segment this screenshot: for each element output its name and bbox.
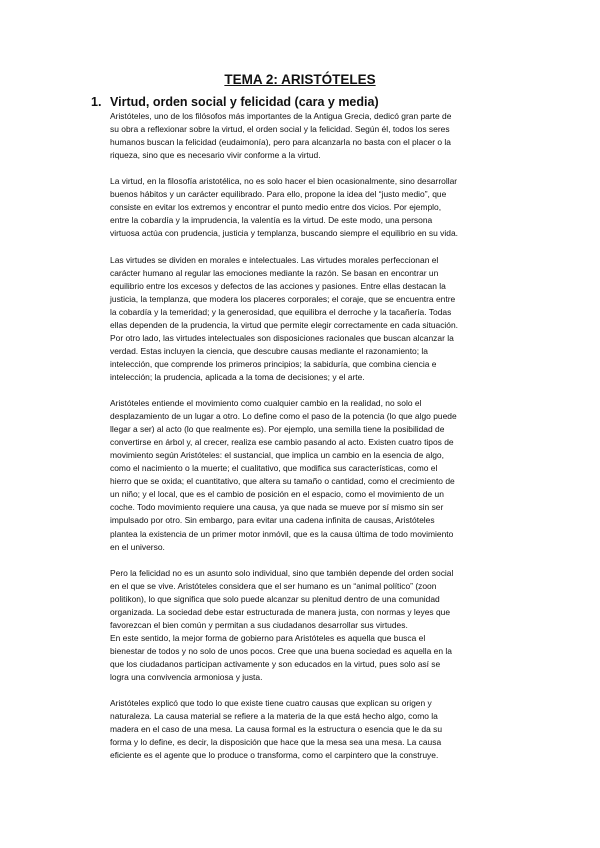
text-line: intelección, que comprende los primeros principios; la sabiduría, que combina ciencia e	[110, 358, 437, 369]
text-line: Aristóteles explicó que todo lo que existe tiene cuatro causas que explican su origen y	[110, 698, 432, 709]
paragraph	[110, 254, 520, 384]
document-body	[110, 110, 520, 775]
text-line: virtuosa actúa con prudencia, justicia y templanza, buscando siempre el equilibrio en su vida.	[110, 228, 459, 239]
text-line: plantea la existencia de un primer motor inmóvil, que es la causa última de todo movimiento	[110, 528, 454, 539]
text-line: verdad. Estas incluyen la ciencia, que descubre causas mediante el razonamiento; la	[110, 345, 428, 356]
text-line: Aristóteles entiende el movimiento como cualquier cambio en la realidad, no solo el	[110, 398, 422, 409]
text-line: coche. Todo movimiento requiere una causa, ya que nada se mueve por sí mismo sin ser	[110, 502, 444, 513]
text-line: intelección; la prudencia, aplicada a la toma de decisiones; y el arte.	[110, 371, 365, 382]
text-line: impulsado por otro. Sin embargo, para evitar una cadena infinita de causas, Aristóteles	[110, 515, 435, 526]
page-title: TEMA 2: ARISTÓTELES	[224, 72, 376, 87]
paragraph	[110, 697, 520, 762]
text-line: entre la cobardía y la imprudencia, la valentía es la virtud. De este modo, una persona	[110, 215, 433, 226]
text-line: Las virtudes se dividen en morales e intelectuales. Las virtudes morales perfeccionan el	[110, 254, 439, 265]
text-line: Por otro lado, las virtudes intelectuales son disposiciones racionales que buscan alcanzar la	[110, 332, 454, 343]
text-line: la cobardía y la temeridad; y la generosidad, que equilibra el derroche y la tacañería. Todas	[110, 306, 452, 317]
text-line: buenos hábitos y un carácter equilibrado. Para ello, propone la idea del “justo medio”, que	[110, 189, 447, 200]
text-line: en el universo.	[110, 541, 165, 552]
text-line: llegar a ser) al acto (lo que realmente es). Por ejemplo, una semilla tiene la posibilidad de	[110, 424, 445, 435]
text-line: humanos buscan la felicidad (eudaimonía), pero para alcanzarla no basta con el placer o la	[110, 137, 451, 148]
text-line: equilibrio entre los excesos y defectos de las acciones y pasiones. Entre ellas destacan la	[110, 280, 446, 291]
text-line: bienestar de todos y no solo de unos pocos. Cree que una buena sociedad es aquella en la	[110, 645, 452, 656]
text-line: como el nacimiento o la muerte; el cualitativo, que modifica sus características, como el	[110, 463, 438, 474]
section-heading-text: Virtud, orden social y felicidad (cara y media)	[110, 95, 379, 109]
paragraph	[110, 110, 520, 162]
text-line: madera en el caso de una mesa. La causa formal es la estructura o esencia que le da su	[110, 724, 443, 735]
text-line: Pero la felicidad no es un asunto solo individual, sino que también depende del orden social	[110, 567, 454, 578]
paragraph	[110, 175, 520, 240]
text-line: convertirse en árbol y, al crecer, realiza ese cambio pasando al acto. Existen cuatro tipos de	[110, 437, 454, 448]
text-line: su obra a reflexionar sobre la virtud, el orden social y la felicidad. Según él, todos los seres	[110, 124, 450, 135]
text-line: justicia, la templanza, que modera los placeres corporales; el coraje, que se encuentra entre	[110, 293, 456, 304]
text-line: en el que se vive. Aristóteles considera que el ser humano es un “animal político” (zoon	[110, 580, 437, 591]
text-line: organizada. La sociedad debe estar estructurada de manera justa, con normas y leyes que	[110, 606, 451, 617]
text-line: Aristóteles, uno de los filósofos más importantes de la Antigua Grecia, dedicó gran parte de	[110, 111, 452, 121]
section-number: 1.	[91, 95, 102, 109]
text-line: riqueza, sino que es necesario vivir conforme a la virtud.	[110, 150, 321, 161]
text-line: un niño; y el local, que es el cambio de posición en el espacio, como el movimiento de un	[110, 489, 444, 500]
text-line: consiste en evitar los extremos y encontrar el punto medio entre dos vicios. Por ejemplo,	[110, 202, 442, 213]
paragraph	[110, 567, 520, 684]
text-line: hierro que se oxida; el cuantitativo, que altera su tamaño o cantidad, como el crecimiento de	[110, 476, 455, 487]
text-line: movimiento según Aristóteles: el sustancial, que implica un cambio en la esencia de algo,	[110, 450, 444, 461]
text-line: favorezcan el bien común y permitan a sus ciudadanos desarrollar sus virtudes.	[110, 619, 408, 630]
text-line: desplazamiento de un lugar a otro. Lo define como el paso de la potencia (lo que algo puede	[110, 411, 457, 422]
paragraph	[110, 397, 520, 554]
text-line: ellas dependen de la prudencia, la virtud que permite elegir correctamente en cada situación.	[110, 319, 459, 330]
text-line: En este sentido, la mejor forma de gobierno para Aristóteles es aquella que busca el	[110, 632, 426, 643]
text-line: eficiente es el agente que lo produce o transforma, como el carpintero que la construye.	[110, 750, 439, 761]
text-line: carácter humano al regular las emociones mediante la razón. Se basan en encontrar un	[110, 267, 439, 278]
section-heading	[91, 94, 379, 110]
text-line: forma y lo define, es decir, la disposición que hace que la mesa sea una mesa. La causa	[110, 737, 442, 748]
text-line: logra una convivencia armoniosa y justa.	[110, 672, 263, 683]
text-line: La virtud, en la filosofía aristotélica, no es solo hacer el bien ocasionalmente, sino desarrollar	[110, 176, 458, 187]
text-line: naturaleza. La causa material se refiere a la materia de la que está hecho algo, como la	[110, 711, 438, 722]
text-line: politikon), lo que significa que solo puede alcanzar su plenitud dentro de una comunidad	[110, 593, 440, 604]
text-line: que los ciudadanos participan activamente y son educados en la virtud, pues solo así se	[110, 658, 441, 669]
